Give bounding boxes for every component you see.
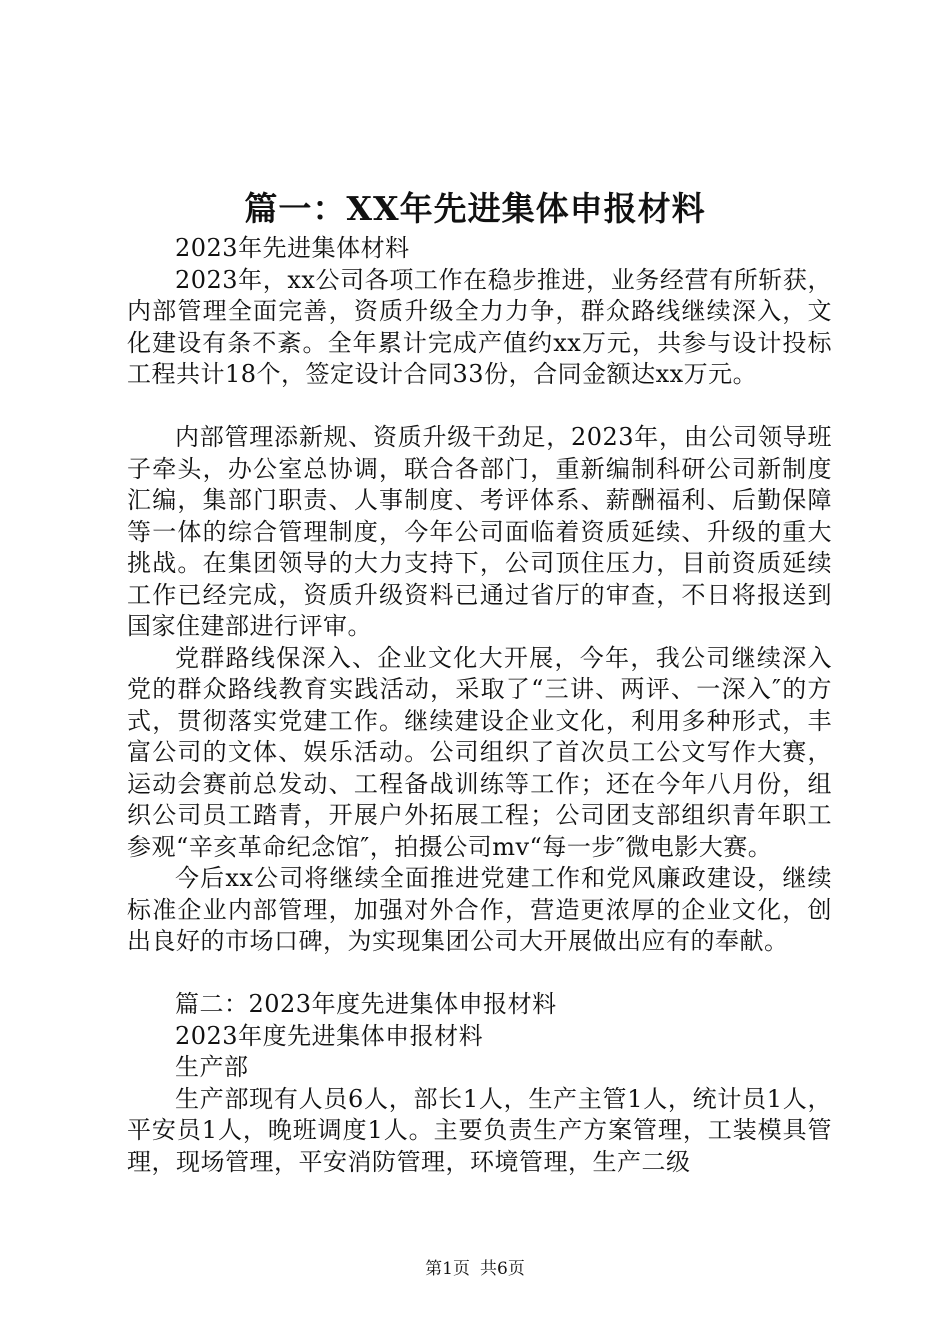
body-paragraph: 今后xx公司将继续全面推进党建工作和党风廉政建设，继续标准企业内部管理，加强对外合作，营造更浓厚的企业文化，创出良好的市场口碑，为实现集团公司大开展做出应有的奉献。 [127, 864, 832, 955]
document-title: 篇一：XX年先进集体申报材料 [244, 189, 706, 228]
department-name: 生产部 [175, 1053, 249, 1081]
body-paragraph: 内部管理添新规、资质升级干劲足，2023年，由公司领导班子牵头，办公室总协调，联合各部门，重新编制科研公司新制度汇编，集部门职责、人事制度、考评体系、薪酬福利、后勤保障等一体的综合管理制度，今年公司面临着资质延续、升级的重大挑战。在集团领导的大力支持下，公司顶住压力，目前资质延续工作已经完成，资质升级资料已通过省厅的审查，不日将报送到国家住建部进行评审。 [127, 423, 832, 640]
page-number: 第1页 [425, 1259, 470, 1279]
section-heading: 篇二：2023年度先进集体申报材料 [175, 990, 557, 1018]
subtitle-paragraph: 2023年先进集体材料 [175, 234, 410, 262]
body-paragraph: 2023年，xx公司各项工作在稳步推进，业务经营有所斩获，内部管理全面完善，资质升级全力力争，群众路线继续深入，文化建设有条不紊。全年累计完成产值约xx万元，共参与设计投标工程共计18个，签定设计合同33份，合同金额达xx万元。 [127, 265, 832, 388]
document-body [127, 233, 832, 1178]
body-paragraph: 党群路线保深入、企业文化大开展，今年，我公司继续深入党的群众路线教育实践活动，采取了“三讲、两评、一深入″的方式，贯彻落实党建工作。继续建设企业文化，利用多种形式，丰富公司的文体、娱乐活动。公司组织了首次员工公文写作大赛，运动会赛前总发动、工程备战训练等工作；还在今年八月份，组织公司员工踏青，开展户外拓展工程；公司团支部组织青年职工参观“辛亥革命纪念馆″，拍摄公司mv“每一步″微电影大赛。 [127, 643, 832, 861]
body-paragraph: 生产部现有人员6人，部长1人，生产主管1人，统计员1人，平安员1人，晚班调度1人。主要负责生产方案管理，工装模具管理，现场管理，平安消防管理，环境管理，生产二级 [127, 1084, 832, 1176]
section-subtitle: 2023年度先进集体申报材料 [175, 1021, 484, 1050]
page-total: 共6页 [480, 1259, 525, 1279]
page-footer [0, 1258, 950, 1280]
